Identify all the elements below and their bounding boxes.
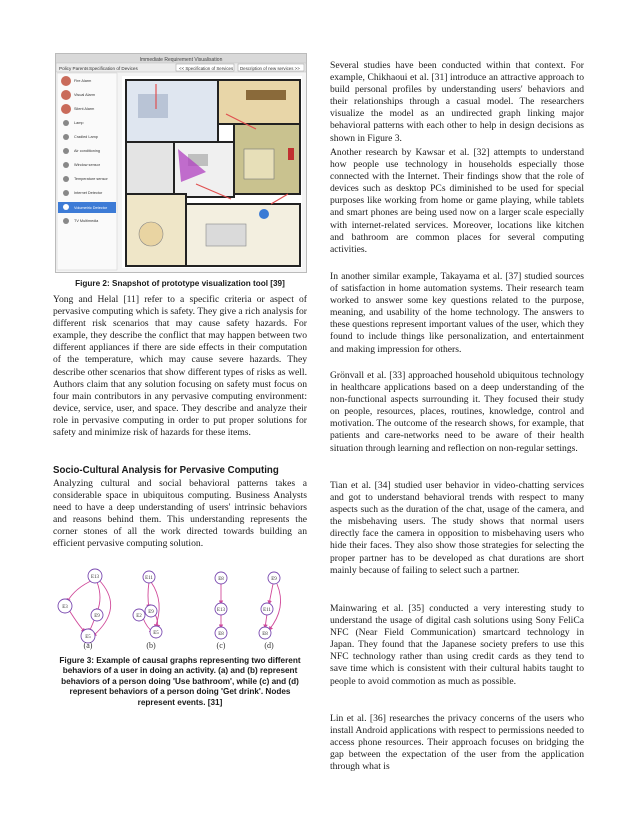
paragraph-mainwaring: Mainwaring et al. [35] conducted a very interesting study to understand the usage of digital cash solutions using Sony FeliCa NFC (Near Field Communication) smartcard technology in Japan. They found that the Japanese society prefers to use this NFC technology rather than using credit cards as they tend to save time which is consistent with their cultural habits taught to people to avoid commotion as much as possible. — [330, 603, 584, 687]
node-a-1: E13 — [90, 575, 100, 580]
node-b-2: E9 — [148, 610, 154, 615]
floorplan-screenshot — [56, 54, 306, 272]
device-internet-detector: Internet Detector — [74, 191, 103, 195]
tab-policy-parents: Policy Parents — [59, 66, 89, 71]
figure-3-caption: Figure 3: Example of causal graphs representing two different behaviors of a user in doing an activity. (a) and (b) represent behaviors of a person doing 'Use bathroom', while (c) and (d) represent behaviors of a person doing 'Get drink'. Nodes represent events. [31] — [59, 656, 301, 707]
device-cradled-lamp: Cradled Lamp — [74, 135, 98, 139]
floor-plan — [122, 76, 302, 268]
paragraph-lin: Lin et al. [36] researches the privacy concerns of the users who install Android applications with respect to permissions needed to access phone resources. Their approach focuses on bridging the gap between the expectation of the user from the application through what is — [330, 713, 584, 773]
node-a-3: E9 — [94, 614, 100, 619]
figure-2-caption: Figure 2: Snapshot of prototype visualization tool [39] — [75, 279, 285, 288]
figure-2-image — [55, 53, 307, 273]
app-title: Immediate Requirement Visualisation — [139, 57, 223, 63]
graph-label-a: (a) — [83, 641, 93, 650]
node-b-1: E11 — [145, 576, 153, 581]
paragraph-tian: Tian et al. [34] studied user behavior in video-chatting services and got to understand behavioral trends with respect to many aspects such as the duration of the chat, usage of the camera, and the misbehaving users. The study shows that normal users directly face the camera in opposition to misbehaving users who hide their faces. They also show those strategies for selecting the proper partner has to be developed as chat durations are short mainly because of failing to select such a partner. — [330, 480, 584, 576]
device-air-conditioning: Air conditioning — [74, 149, 100, 153]
device-volumetric-detector: Volumetric Detector — [74, 206, 108, 210]
device-window-sensor: Window sensor — [74, 163, 100, 167]
paragraph-socio-cultural: Analyzing cultural and social behavioral patterns takes a considerable space in ubiquitous computing. Business Analysts need to have a deep understanding of users' intrinsic behaviors and reasons behind them. This understanding represents the corner stones of all the work directed towards building an efficient pervasive computing solution. — [53, 478, 307, 550]
node-c-1: E8 — [218, 577, 224, 582]
tab-specification-devices: Specification of Devices — [89, 66, 138, 71]
figure-3-image — [55, 568, 307, 650]
paragraph-yong-helal: Yong and Helal [11] refer to a specific criteria or aspect of pervasive computing which is safety. They give a rich analysis for different risk scenarios that may cause safety hazards. For example, they describe the conflict that may happen between two different appliances if there are side effects in their computation of the temperature, which may cause severe hazards. They describe other scenarios that show different types of risks as well. Authors claim that any solution focusing on safety must focus on four main contributors in any pervasive computing environment: device, service, user, and space. They describe and analyze their role in pervasive computing in order to put proper solutions for safety and minimize risk of hazards for these items. — [53, 294, 307, 439]
device-temperature-sensor: Temperature sensor — [74, 177, 108, 181]
section-heading: Socio-Cultural Analysis for Pervasive Computing — [53, 465, 279, 476]
device-lamp: Lamp — [74, 121, 84, 125]
paragraph-kawsar: Another research by Kawsar et al. [32] attempts to understand how people use technology in households especially those connected with the Internet. Their findings show that the role of devices such as desktop PCs diminished to be used for special purposes like working from home or game playing, while tablets and smart phones are being used now on a larger scale especially with internet-related services. Moreover, locations like kitchen and bathroom are common places for several computing activities. — [330, 147, 584, 255]
paragraph-gronvall: Grönvall et al. [33] approached household ubiquitous technology in healthcare applications based on a deep understanding of the non-functional aspects surrounding it. They focused their study on people, resources, places, routines, knowledge, control and motivation. The outcome of the research shows, for example, that patients and care-networks need to be aware of their health situation through learning and reflection on non-regular settings. — [330, 370, 584, 454]
graph-label-b: (b) — [146, 641, 156, 650]
node-a-2: E3 — [62, 605, 68, 610]
node-b-4: E5 — [153, 631, 159, 636]
node-a-4: E5 — [85, 635, 91, 640]
node-d-1: E9 — [271, 577, 277, 582]
device-tv-multimedia: TV Multimedia — [74, 219, 99, 223]
node-c-3: E8 — [218, 632, 224, 637]
graph-label-c: (c) — [216, 641, 226, 650]
graph-label-d: (d) — [264, 641, 274, 650]
tab-specification-services: << Specification of Services — [179, 66, 234, 71]
device-silent-alarm: Silent Alarm — [74, 107, 95, 111]
node-d-3: E8 — [262, 632, 268, 637]
device-fire-alarm: Fire Alarm — [74, 79, 92, 83]
node-d-2: E11 — [263, 608, 271, 613]
paragraph-chikhaoui: Several studies have been conducted within that context. For example, Chikhaoui et al. [31] introduce an attractive approach to build personal profiles by understanding users' behaviors and their relationships through a casual model. The researchers visualize the model as an undirected graph linking major behavioral patterns with each other to help in design decisions as shown in Figure 3. — [330, 60, 584, 144]
node-c-2: E13 — [216, 608, 226, 613]
paragraph-takayama: In another similar example, Takayama et al. [37] studied sources of satisfaction in home automation systems. Their research team worked to answer some key questions related to the purpose, meaning, and usability of the home technology. The answers to these questions represent important values of the user, which they found to include things like personalization, and entertainment and making impression for others. — [330, 271, 584, 355]
node-b-3: E2 — [136, 614, 142, 619]
tab-description-services: Description of new services >> — [240, 66, 300, 71]
device-visual-alarm: Visual Alarm — [74, 93, 96, 97]
